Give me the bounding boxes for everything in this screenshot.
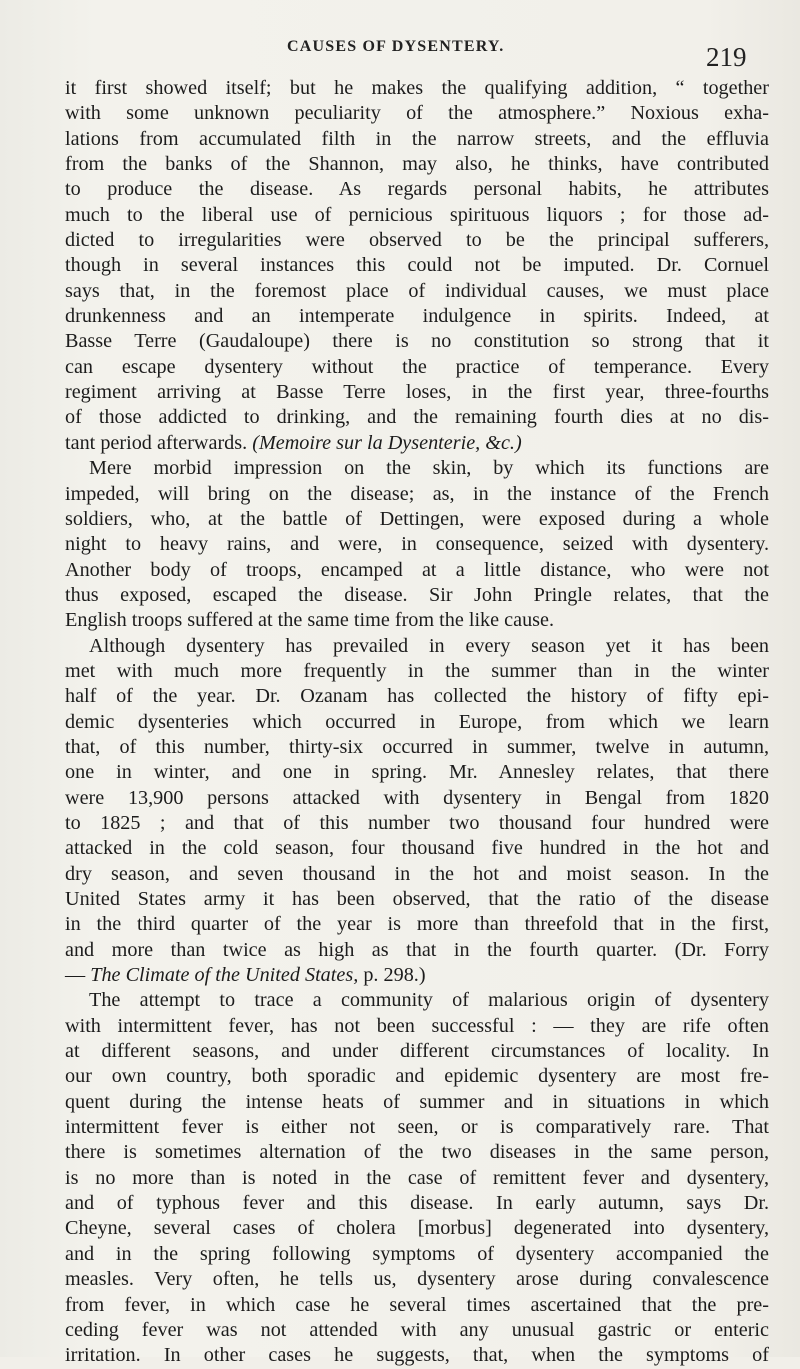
- text-line: [65, 836, 769, 861]
- text-line-content: and more than twice as high as that in the fourth quarter. (Dr. Forry: [65, 938, 769, 961]
- text-line-content: of those addicted to drinking, and the remaining fourth dies at no dis-: [65, 406, 769, 429]
- text-line-content: from fever, in which case he several times ascertained that the pre-: [65, 1293, 769, 1316]
- text-line-content: were 13,900 persons attacked with dysentery in Bengal from 1820: [65, 786, 769, 809]
- text-line-content: lations from accumulated filth in the narrow streets, and the effluvia: [65, 127, 769, 150]
- text-line: [65, 1064, 769, 1089]
- text-line: [65, 177, 769, 202]
- text-line: [65, 1191, 769, 1216]
- text-line-content: one in winter, and one in spring. Mr. Annesley relates, that there: [65, 761, 769, 784]
- text-line-content: half of the year. Dr. Ozanam has collected the history of fifty epi-: [65, 685, 769, 708]
- text-line-content: is no more than is noted in the case of remittent fever and dysentery,: [65, 1166, 769, 1189]
- text-line-content: that, of this number, thirty-six occurred in summer, twelve in autumn,: [65, 735, 769, 758]
- text-line: [65, 203, 769, 228]
- text-line: [65, 862, 769, 887]
- text-line: [65, 710, 769, 735]
- text-line: [65, 786, 769, 811]
- text-line: [65, 1140, 769, 1165]
- text-line: [65, 76, 769, 101]
- text-line-content: measles. Very often, he tells us, dysentery arose during convalescence: [65, 1268, 769, 1291]
- running-title: CAUSES OF DYSENTERY.: [287, 38, 505, 55]
- text-line: [65, 558, 769, 583]
- text-line-content: intermittent fever is either not seen, or is comparatively rare. That: [65, 1116, 769, 1139]
- text-line-content: to 1825 ; and that of this number two thousand four hundred were: [65, 811, 769, 834]
- text-line-content: dicted to irregularities were observed to be the principal sufferers,: [65, 229, 769, 252]
- citation-tail: p. 298.): [358, 964, 426, 987]
- text-line: [65, 608, 769, 633]
- text-line: [65, 1216, 769, 1241]
- text-line-content: demic dysenteries which occurred in Europe, from which we learn: [65, 710, 769, 733]
- text-line-content: to produce the disease. As regards personal habits, he attributes: [65, 178, 769, 201]
- body-text: [65, 76, 769, 1369]
- citation-italic: (Memoire sur la Dysenterie, &c.): [252, 431, 522, 454]
- text-line-content: dry season, and seven thousand in the hot and moist season. In the: [65, 862, 769, 885]
- text-line: [65, 253, 769, 278]
- text-line: [65, 1039, 769, 1064]
- text-line-content: there is sometimes alternation of the two diseases in the same person,: [65, 1141, 769, 1164]
- text-line: [65, 405, 769, 430]
- text-line: [65, 988, 769, 1013]
- text-line: [65, 329, 769, 354]
- text-line-content: ceding fever was not attended with any unusual gastric or enteric: [65, 1318, 769, 1341]
- text-line-content: night to heavy rains, and were, in consequence, seized with dysentery.: [65, 533, 769, 556]
- text-line-content: much to the liberal use of pernicious spirituous liquors ; for those ad-: [65, 203, 769, 226]
- text-line-content: Although dysentery has prevailed in every season yet it has been: [89, 634, 769, 657]
- text-line: [65, 1242, 769, 1267]
- text-line: [65, 735, 769, 760]
- text-line: [65, 456, 769, 481]
- text-line: [65, 380, 769, 405]
- text-line: [65, 1267, 769, 1292]
- text-line-content: it first showed itself; but he makes the qualifying addition, “ together: [65, 77, 769, 99]
- text-line: [65, 1293, 769, 1318]
- text-line-content: with some unknown peculiarity of the atmosphere.” Noxious exha-: [65, 102, 769, 125]
- text-line: [65, 760, 769, 785]
- text-line: [65, 634, 769, 659]
- text-line: [65, 304, 769, 329]
- text-line: [65, 1343, 769, 1368]
- text-line-content: and in the spring following symptoms of dysentery accompanied the: [65, 1242, 769, 1265]
- text-line: [65, 101, 769, 126]
- text-line-content: irritation. In other cases he suggests, that, when the symptoms of: [65, 1344, 769, 1367]
- text-line: [65, 938, 769, 963]
- text-line-content: and of typhous fever and this disease. In early autumn, says Dr.: [65, 1192, 769, 1215]
- text-line: [65, 963, 769, 988]
- text-line: [65, 811, 769, 836]
- text-line-content: though in several instances this could not be imputed. Dr. Cornuel: [65, 254, 769, 277]
- text-line-content: impeded, will bring on the disease; as, in the instance of the French: [65, 482, 769, 505]
- text-line: [65, 152, 769, 177]
- text-line-content: Basse Terre (Gaudaloupe) there is no constitution so strong that it: [65, 330, 769, 353]
- text-line: [65, 1318, 769, 1343]
- text-line: [65, 482, 769, 507]
- text-line: [65, 1166, 769, 1191]
- text-line: [65, 507, 769, 532]
- text-line-content: regiment arriving at Basse Terre loses, in the first year, three-fourths: [65, 381, 769, 404]
- text-line-content: Mere morbid impression on the skin, by which its functions are: [89, 457, 769, 480]
- text-line: [65, 532, 769, 557]
- text-line: [65, 659, 769, 684]
- text-line: [65, 887, 769, 912]
- text-line-content: —: [65, 964, 86, 987]
- text-line: [65, 228, 769, 253]
- text-line-content: drunkenness and an intemperate indulgence in spirits. Indeed, at: [65, 305, 769, 328]
- text-line-content: our own country, both sporadic and epidemic dysentery are most fre-: [65, 1065, 769, 1088]
- text-line-content: tant period afterwards.: [65, 431, 248, 454]
- text-line: [65, 1115, 769, 1140]
- text-line: [65, 1014, 769, 1039]
- text-line-content: met with much more frequently in the summer than in the winter: [65, 659, 769, 682]
- text-line-content: says that, in the foremost place of individual causes, we must place: [65, 279, 769, 302]
- text-line: [65, 583, 769, 608]
- text-line-content: The attempt to trace a community of malarious origin of dysentery: [89, 989, 769, 1012]
- text-line: [65, 684, 769, 709]
- text-line-content: soldiers, who, at the battle of Dettingen, were exposed during a whole: [65, 507, 769, 530]
- text-line: [65, 355, 769, 380]
- text-line: [65, 279, 769, 304]
- text-line-content: attacked in the cold season, four thousand five hundred in the hot and: [65, 837, 769, 860]
- page-number: 219: [706, 42, 747, 72]
- text-line-content: United States army it has been observed, that the ratio of the disease: [65, 888, 769, 910]
- text-line-content: can escape dysentery without the practice of temperance. Every: [65, 355, 769, 378]
- text-line-content: quent during the intense heats of summer and in situations in which: [65, 1090, 769, 1113]
- text-line: [65, 912, 769, 937]
- text-line: [65, 431, 769, 456]
- text-line-content: with intermittent fever, has not been successful : — they are rife often: [65, 1014, 769, 1037]
- text-line: [65, 127, 769, 152]
- citation-italic: The Climate of the United States,: [90, 964, 359, 987]
- text-line: [65, 1090, 769, 1115]
- text-line-content: thus exposed, escaped the disease. Sir John Pringle relates, that the: [65, 583, 769, 606]
- text-line-content: in the third quarter of the year is more than threefold that in the first,: [65, 913, 769, 936]
- text-line-content: at different seasons, and under different circumstances of locality. In: [65, 1040, 769, 1063]
- text-line-content: Cheyne, several cases of cholera [morbus] degenerated into dysentery,: [65, 1217, 769, 1240]
- text-line-content: from the banks of the Shannon, may also, he thinks, have contributed: [65, 153, 769, 176]
- text-line-content: Another body of troops, encamped at a little distance, who were not: [65, 558, 769, 581]
- text-line-content: English troops suffered at the same time from the like cause.: [65, 609, 555, 632]
